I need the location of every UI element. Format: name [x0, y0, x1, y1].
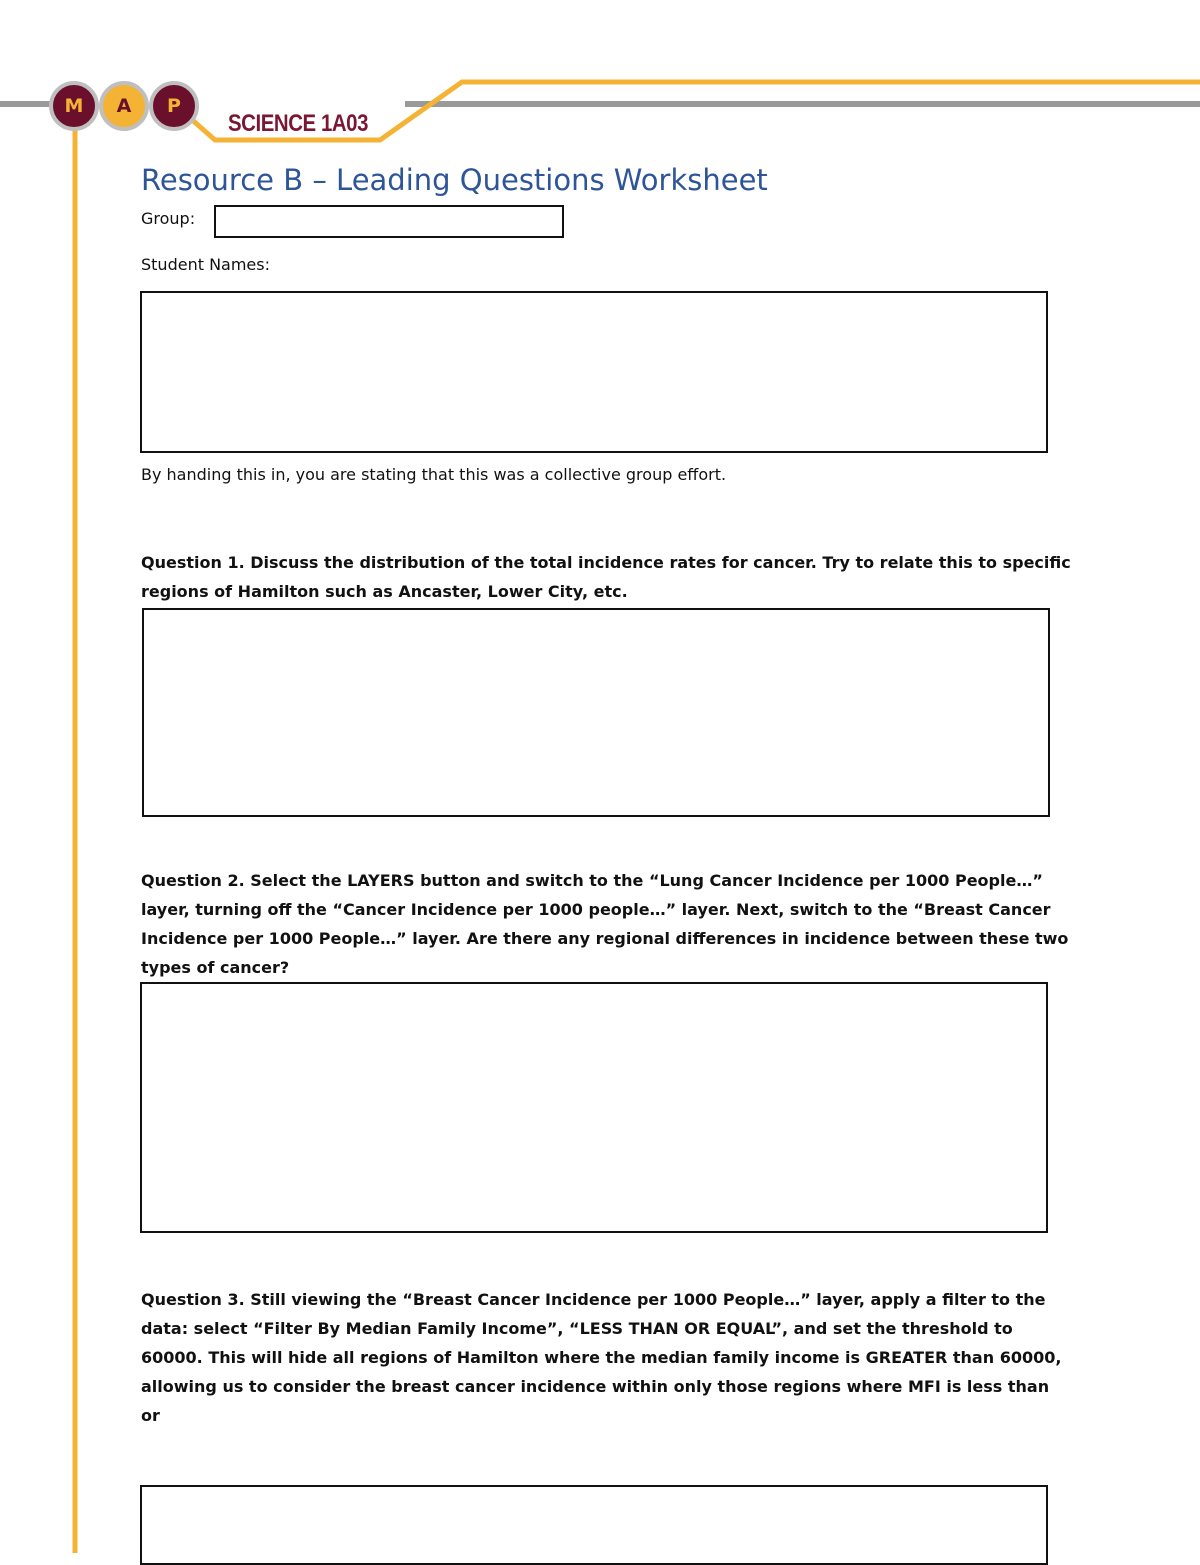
- logo-letter-p: P: [167, 95, 181, 117]
- student-names-label: Student Names:: [141, 255, 270, 274]
- course-code: SCIENCE 1A03: [228, 110, 369, 137]
- question-1-text: Question 1. Discuss the distribution of the total incidence rates for cancer. Try to relate this to specific regions of Hamilton such as Ancaster, Lower City, etc.: [141, 553, 1071, 601]
- declaration-text: By handing this in, you are stating that this was a collective group effort.: [141, 465, 727, 484]
- question-2-text: Question 2. Select the LAYERS button and switch to the “Lung Cancer Incidence per 1000 People…” layer, turning off the “Cancer Incidence per 1000 people…” layer. Next, switch to the “Breast Cancer Incidence per 1000 People…” layer. Are there any regional differences in incidence between these two types of cancer?: [141, 871, 1069, 977]
- question-3-text: Question 3. Still viewing the “Breast Cancer Incidence per 1000 People…” layer, apply a filter to the data: select “Filter By Median Family Income”, “LESS THAN OR EQUAL”, and set the threshold to 60000. This will hide all regions of Hamilton where the median family income is GREATER than 60000, allowing us to consider the breast cancer incidence within only those regions where MFI is less than or: [141, 1290, 1062, 1425]
- logo-letter-m: M: [64, 95, 84, 117]
- question-3-answer-box[interactable]: [140, 1485, 1048, 1565]
- logo-letter-a: A: [116, 95, 132, 117]
- question-2-answer-box[interactable]: [140, 982, 1048, 1233]
- group-label: Group:: [141, 209, 196, 228]
- student-names-field[interactable]: [140, 291, 1048, 453]
- question-1-answer-box[interactable]: [142, 608, 1050, 817]
- page-title: Resource B – Leading Questions Worksheet: [141, 163, 768, 197]
- group-field[interactable]: [214, 205, 564, 238]
